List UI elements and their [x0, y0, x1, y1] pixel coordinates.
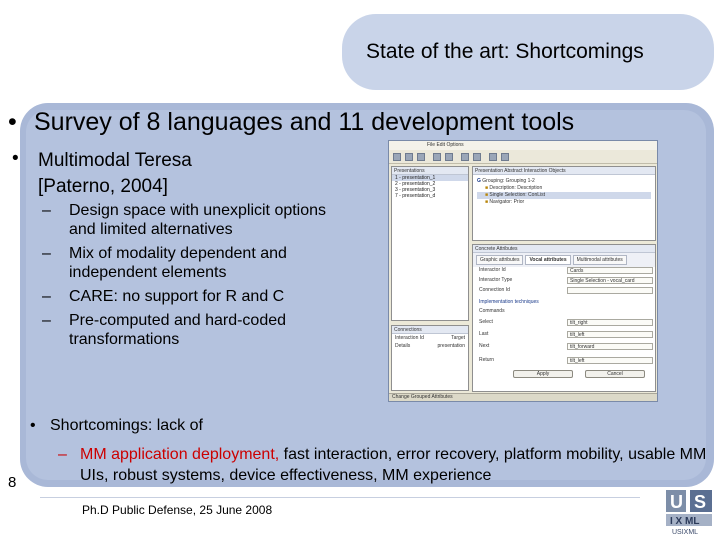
grouping-icon: G [477, 178, 481, 184]
main-bullet-marker: • [8, 108, 17, 136]
sub-bullet-line2: [Paterno, 2004] [38, 176, 168, 197]
tree-item[interactable] [477, 185, 651, 192]
slide-number: 8 [8, 474, 17, 491]
dash-item [42, 287, 332, 306]
main-bullet-text: Survey of 8 languages and 11 development tools [34, 108, 575, 136]
tree-item[interactable] [477, 199, 651, 206]
tool-icon [461, 153, 469, 161]
tree-item-label: Description: Description [489, 185, 543, 191]
footer-rule [40, 497, 640, 498]
screenshot-menubar: File Edit Options [389, 141, 657, 150]
shortcomings-bullet-marker: • [30, 417, 36, 434]
tree-header: Presentation Abstract Interaction Objects [473, 167, 655, 175]
tree-item[interactable] [477, 178, 651, 185]
apply-button[interactable]: Apply [513, 370, 573, 378]
tool-icon [489, 153, 497, 161]
command-label: Return [479, 357, 495, 363]
dash-item-text: Mix of modality dependent and independent elements [69, 245, 287, 281]
attribute-tabs [473, 253, 655, 267]
command-row [479, 343, 649, 350]
tree-item-label: Navigator: Prior [489, 199, 525, 205]
connections-row[interactable] [392, 342, 468, 350]
open-icon [405, 153, 413, 161]
screenshot-statusbar: Change Grouped Attributes [389, 393, 657, 401]
command-label: Select [479, 319, 493, 325]
tab-multimodal-attributes[interactable]: Multimodal attributes [573, 255, 627, 265]
shortcomings-label: Shortcomings: lack of [50, 417, 203, 434]
dash-item-text: CARE: no support for R and C [69, 288, 285, 305]
tree [473, 175, 655, 209]
connections-col-id: Interaction Id [395, 335, 424, 341]
svg-text:U: U [670, 492, 683, 512]
dash-item [42, 244, 332, 282]
dash-list [42, 201, 332, 354]
dash-item [42, 201, 332, 239]
connection-target: presentation [437, 343, 465, 349]
logo-text: USIXML [672, 529, 699, 536]
connections-col-target: Target [451, 335, 465, 341]
tree-item-label: Single Selection: ConList [489, 192, 546, 198]
commands-label: Commands [479, 308, 505, 314]
dash-item-text: Design space with unexplicit options and limited alternatives [69, 202, 327, 238]
presentation-item[interactable]: 7 - presentation_d [395, 193, 436, 199]
presentations-header: Presentations [392, 167, 468, 175]
save-icon [417, 153, 425, 161]
tool-icon [433, 153, 441, 161]
tab-graphic-attributes[interactable]: Graphic attributes [476, 255, 523, 265]
attribute-row [479, 267, 649, 274]
svg-text:I X ML: I X ML [670, 516, 700, 527]
dash-marker: – [58, 446, 67, 463]
command-select[interactable]: tilt_left [567, 331, 653, 338]
command-row [479, 331, 649, 338]
attribute-field[interactable]: Cards [567, 267, 653, 274]
description-icon: ■ [485, 185, 489, 191]
dash-marker: – [42, 288, 51, 305]
connections-pane [391, 325, 469, 391]
presentation-item[interactable]: 3 - presentation_3 [395, 187, 436, 193]
attribute-label: Interactor Type [479, 277, 513, 283]
attribute-row [479, 287, 649, 294]
slide-title: State of the art: Shortcomings [366, 40, 644, 63]
selection-icon: ■ [485, 192, 489, 198]
tool-icon [445, 153, 453, 161]
presentation-item[interactable]: 1 - presentation_1 [392, 175, 468, 181]
attributes-pane [472, 244, 656, 392]
shortcomings-text [80, 444, 708, 486]
command-row [479, 357, 649, 364]
presentations-pane [391, 166, 469, 321]
connection-id: Details [395, 343, 411, 349]
shortcomings-detail [58, 444, 708, 486]
command-row [479, 319, 649, 326]
interactor-tree-pane [472, 166, 656, 241]
new-icon [393, 153, 401, 161]
tool-icon [501, 153, 509, 161]
dash-item-text: Pre-computed and hard-coded transformations [69, 312, 287, 348]
usixml-logo [664, 486, 716, 536]
connections-columns [392, 334, 468, 342]
attribute-label: Interactor Id [479, 267, 506, 273]
tool-icon [473, 153, 481, 161]
attribute-label: Connection Id [479, 287, 510, 293]
sub-bullet-line1: Multimodal Teresa [38, 150, 192, 171]
screenshot-toolbar [389, 150, 657, 164]
presentation-item[interactable]: 2 - presentation_2 [395, 181, 436, 187]
dash-marker: – [42, 312, 51, 329]
navigator-icon: ■ [485, 199, 489, 205]
svg-text:S: S [694, 492, 707, 512]
footer-text: Ph.D Public Defense, 25 June 2008 [82, 503, 273, 517]
dash-marker: – [42, 245, 51, 262]
command-label: Next [479, 343, 490, 349]
command-select[interactable]: tilt_forward [567, 343, 653, 350]
attribute-field[interactable] [567, 287, 653, 294]
attribute-field[interactable]: Single Selection - vocal_card [567, 277, 653, 284]
tree-item[interactable] [477, 192, 651, 199]
dash-marker: – [42, 202, 51, 219]
connections-header: Connections [392, 326, 468, 334]
attributes-header: Concrete Attributes [473, 245, 655, 253]
attribute-row [479, 277, 649, 284]
cancel-button[interactable]: Cancel [585, 370, 645, 378]
dash-item [42, 311, 332, 349]
sub-bullet-marker: • [12, 148, 19, 169]
implementation-label: Implementation techniques [479, 299, 539, 305]
command-label: Last [479, 331, 489, 337]
tree-item-label: Grouping: Grouping 1-2 [482, 178, 535, 184]
tab-vocal-attributes[interactable]: Vocal attributes [525, 255, 570, 265]
command-select[interactable]: tilt_left [567, 357, 653, 364]
shortcomings-highlight: MM application deployment, [80, 446, 280, 463]
shortcomings-rest: fast interaction, error recovery, platform mobility, usable MM UIs, robust systems, device effectiveness, MM experience [80, 446, 707, 484]
command-select[interactable]: tilt_right [567, 319, 653, 326]
teresa-tool-screenshot [388, 140, 658, 402]
